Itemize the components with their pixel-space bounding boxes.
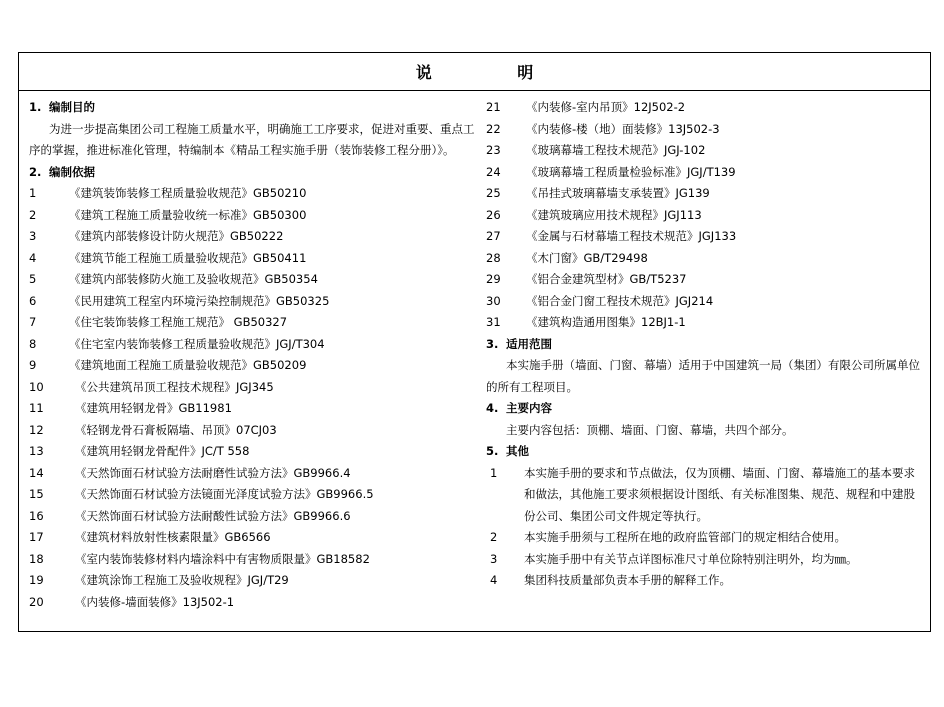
item-number: 5 xyxy=(29,272,37,286)
list-item xyxy=(29,355,484,377)
list-item xyxy=(486,312,924,334)
item-text: 《建筑工程施工质量验收统一标准》GB50300 xyxy=(69,207,307,222)
document-frame xyxy=(18,52,931,632)
section-title: 编制目的 xyxy=(49,100,95,114)
item-text: 《建筑装饰装修工程质量验收规范》GB50210 xyxy=(69,186,307,200)
note-number: 4 xyxy=(490,573,498,587)
item-text: 《天然饰面石材试验方法耐酸性试验方法》GB9966.6 xyxy=(75,508,351,523)
item-text: 《公共建筑吊顶工程技术规程》JGJ345 xyxy=(75,379,274,394)
item-text: 《轻钢龙骨石膏板隔墙、吊顶》07CJ03 xyxy=(75,422,277,437)
item-number: 4 xyxy=(29,250,37,265)
item-number: 30 xyxy=(486,293,501,308)
item-text: 《住宅装饰装修工程施工规范》 GB50327 xyxy=(69,315,288,329)
section-heading-purpose xyxy=(29,97,484,119)
list-item xyxy=(29,527,484,549)
list-item xyxy=(29,291,484,313)
note-text: 集团科技质量部负责本手册的解释工作。 xyxy=(524,573,731,587)
list-item xyxy=(29,312,484,334)
list-item xyxy=(29,205,484,227)
item-number: 15 xyxy=(29,487,44,501)
other-notes-list xyxy=(486,463,924,592)
item-text: 《建筑玻璃应用技术规程》JGJ113 xyxy=(526,207,702,222)
item-text: 《建筑涂饰工程施工及验收规程》JGJ/T29 xyxy=(75,573,289,587)
item-text: 《玻璃幕墙工程技术规范》JGJ-102 xyxy=(526,143,706,157)
list-item xyxy=(486,183,924,205)
list-item xyxy=(486,226,924,248)
item-text: 《内装修-墙面装修》13J502-1 xyxy=(75,594,235,609)
item-text: 《民用建筑工程室内环境污染控制规范》GB50325 xyxy=(69,293,330,308)
section-heading-scope xyxy=(486,334,924,356)
scope-paragraph: 本实施手册（墙面、门窗、幕墙）适用于中国建筑一局（集团）有限公司所属单位的所有工程项目。 xyxy=(486,358,920,394)
item-text: 《住宅室内装饰装修工程质量验收规范》JGJ/T304 xyxy=(69,336,325,351)
item-text: 《木门窗》GB/T29498 xyxy=(526,250,648,265)
page-title: 说 明 xyxy=(415,63,574,82)
item-number: 28 xyxy=(486,250,501,265)
list-item xyxy=(29,183,484,205)
left-column xyxy=(29,97,484,613)
item-number: 27 xyxy=(486,229,501,243)
item-text: 《吊挂式玻璃幕墙支承装置》JG139 xyxy=(526,186,710,200)
list-item xyxy=(29,549,484,571)
standards-list-right xyxy=(486,97,924,334)
item-number: 17 xyxy=(29,530,44,544)
list-item xyxy=(486,162,924,184)
item-number: 26 xyxy=(486,207,501,222)
item-number: 21 xyxy=(486,100,501,114)
section-number: 1. xyxy=(29,100,42,114)
contents-paragraph: 主要内容包括：顶棚、墙面、门窗、幕墙，共四个部分。 xyxy=(506,422,794,437)
item-number: 18 xyxy=(29,551,44,566)
note-number: 3 xyxy=(490,551,498,566)
item-text: 《内装修-室内吊顶》12J502-2 xyxy=(526,100,686,114)
item-number: 14 xyxy=(29,465,44,480)
list-item xyxy=(29,592,484,614)
section-title: 其他 xyxy=(506,444,529,458)
item-text: 《玻璃幕墙工程质量检验标准》JGJ/T139 xyxy=(526,164,736,179)
list-item xyxy=(29,441,484,463)
list-item xyxy=(29,484,484,506)
standards-list-left xyxy=(29,183,484,613)
item-text: 《天然饰面石材试验方法镜面光泽度试验方法》GB9966.5 xyxy=(75,487,374,501)
purpose-paragraph: 为进一步提高集团公司工程施工质量水平，明确施工工序要求，促进对重要、重点工序的掌握，推进标准化管理，特编制本《精品工程实施手册（装饰装修工程分册）》。 xyxy=(29,121,475,157)
item-number: 19 xyxy=(29,573,44,587)
item-number: 20 xyxy=(29,594,44,609)
item-text: 《金属与石材幕墙工程技术规范》JGJ133 xyxy=(526,229,737,243)
section-number: 2. xyxy=(29,164,42,179)
item-number: 31 xyxy=(486,315,501,329)
note-text: 本实施手册须与工程所在地的政府监管部门的规定相结合使用。 xyxy=(524,530,846,544)
list-item xyxy=(486,205,924,227)
item-number: 23 xyxy=(486,143,501,157)
item-text: 《铝合金门窗工程技术规范》JGJ214 xyxy=(526,293,714,308)
list-item xyxy=(486,291,924,313)
item-number: 1 xyxy=(29,186,37,200)
list-item xyxy=(486,269,924,291)
item-text: 《建筑构造通用图集》12BJ1-1 xyxy=(526,315,686,329)
item-number: 12 xyxy=(29,422,44,437)
item-text: 《建筑内部装修设计防火规范》GB50222 xyxy=(69,229,284,243)
list-item xyxy=(29,269,484,291)
section-heading-basis xyxy=(29,162,484,184)
section-heading-contents xyxy=(486,398,924,420)
section-title: 适用范围 xyxy=(506,336,552,351)
item-number: 7 xyxy=(29,315,37,329)
item-text: 《铝合金建筑型材》GB/T5237 xyxy=(526,272,687,286)
note-number: 1 xyxy=(490,465,498,480)
item-number: 22 xyxy=(486,121,501,136)
note-text: 本实施手册的要求和节点做法，仅为顶棚、墙面、门窗、幕墙施工的基本要求和做法，其他施工要求须根据设计图纸、有关标准图集、规范、规程和中建股份公司、集团公司文件规定等执行。 xyxy=(524,465,915,523)
section-title: 主要内容 xyxy=(506,401,552,415)
item-text: 《建筑地面工程施工质量验收规范》GB50209 xyxy=(69,358,307,372)
item-number: 9 xyxy=(29,358,37,372)
list-item xyxy=(29,377,484,399)
item-number: 6 xyxy=(29,293,37,308)
list-item xyxy=(29,420,484,442)
section-title: 编制依据 xyxy=(49,164,95,179)
item-number: 8 xyxy=(29,336,37,351)
item-number: 25 xyxy=(486,186,501,200)
item-number: 24 xyxy=(486,164,501,179)
item-number: 10 xyxy=(29,379,44,394)
item-number: 29 xyxy=(486,272,501,286)
item-text: 《建筑材料放射性核素限量》GB6566 xyxy=(75,530,271,544)
item-text: 《天然饰面石材试验方法耐磨性试验方法》GB9966.4 xyxy=(75,465,351,480)
list-item xyxy=(29,506,484,528)
section-number: 3. xyxy=(486,336,499,351)
list-item xyxy=(29,226,484,248)
item-text: 《内装修-楼（地）面装修》13J502-3 xyxy=(526,121,720,136)
item-number: 11 xyxy=(29,401,44,415)
section-heading-other xyxy=(486,441,924,463)
right-column xyxy=(486,97,924,592)
item-text: 《建筑用轻钢龙骨》GB11981 xyxy=(75,401,232,415)
item-number: 3 xyxy=(29,229,37,243)
section-number: 4. xyxy=(486,401,499,415)
note-item xyxy=(486,527,924,549)
section-number: 5. xyxy=(486,444,499,458)
item-text: 《建筑用轻钢龙骨配件》JC/T 558 xyxy=(75,444,250,458)
item-number: 13 xyxy=(29,444,44,458)
item-number: 16 xyxy=(29,508,44,523)
item-text: 《建筑节能工程施工质量验收规范》GB50411 xyxy=(69,250,307,265)
item-number: 2 xyxy=(29,207,37,222)
note-number: 2 xyxy=(490,530,498,544)
note-item xyxy=(486,463,924,528)
item-text: 《建筑内部装修防火施工及验收规范》GB50354 xyxy=(69,272,318,286)
list-item xyxy=(29,463,484,485)
list-item xyxy=(486,97,924,119)
note-text: 本实施手册中有关节点详图标准尺寸单位除特别注明外，均为㎜。 xyxy=(524,551,858,566)
list-item xyxy=(29,570,484,592)
note-item xyxy=(486,570,924,592)
list-item xyxy=(29,398,484,420)
list-item xyxy=(486,119,924,141)
note-item xyxy=(486,549,924,571)
list-item xyxy=(486,140,924,162)
item-text: 《室内装饰装修材料内墙涂料中有害物质限量》GB18582 xyxy=(75,551,370,566)
list-item xyxy=(29,334,484,356)
list-item xyxy=(29,248,484,270)
list-item xyxy=(486,248,924,270)
title-bar xyxy=(19,53,930,91)
